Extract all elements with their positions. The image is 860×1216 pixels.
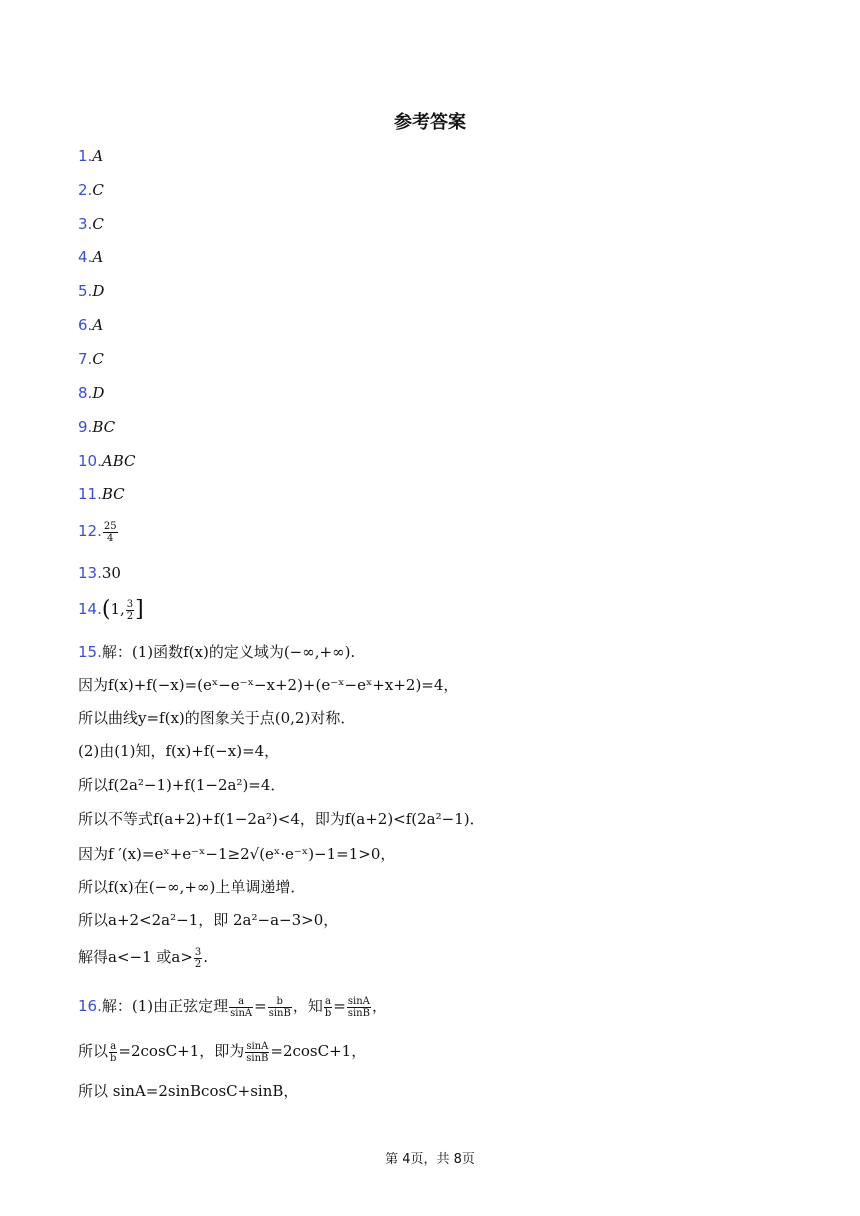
solution-16-line-3: 所以 sinA=2sinBcosC+sinB， (78, 1082, 299, 1100)
answer-12 (78, 520, 119, 544)
answer-11 (78, 483, 125, 505)
answer-8 (78, 382, 104, 404)
answer-14: 14.(1, $\frac{3}{2}$ ] (78, 597, 144, 622)
question-number: 14. (78, 600, 102, 618)
question-number: 2. (78, 181, 93, 199)
fraction: $\frac{3}{2}$ (194, 946, 202, 970)
solution-16-line-2: 所以 $\frac{a}{b}$ =2cosC+1，即为 $\frac{\sin A}{\sin B}$ =2cosC+1， (78, 1040, 367, 1064)
answer-text: C (92, 215, 104, 233)
fraction: $\frac{3}{2}$ (126, 598, 134, 622)
answer-text: A (92, 316, 104, 334)
question-number: 12. (78, 522, 102, 540)
answer-13 (78, 562, 121, 584)
fraction: $\frac{a}{\sin A}$ (230, 995, 253, 1019)
answer-text: C (92, 181, 104, 199)
fraction: $\frac{\sin A}{\sin B}$ (347, 995, 370, 1019)
answer-9 (78, 416, 115, 438)
solution-16-line-1: 16.解：(1)由正弦定理 $\frac{a}{\sin A}$ = $\frac{b}{\sin B}$ ，知 $\frac{a}{b}$ = $\frac{\sin A}{\sin B}$ ， (78, 995, 387, 1019)
fraction: $\frac{25}{4}$ (103, 520, 117, 544)
solution-15-line-7: 因为f ′(x)=eˣ+e⁻ˣ−1≥2√(eˣ·e⁻ˣ)−1=1>0， (78, 845, 396, 863)
question-number: 13. (78, 564, 102, 582)
question-number: 15. (78, 643, 102, 661)
answer-10 (78, 450, 135, 472)
answer-7 (78, 348, 104, 370)
solution-15-line-2: 因为f(x)+f(−x)=(eˣ−e⁻ˣ−x+2)+(e⁻ˣ−eˣ+x+2)=4， (78, 676, 459, 694)
solution-15-line-5: 所以f(2a²−1)+f(1−2a²)=4． (78, 776, 286, 794)
solution-15-line-6: 所以不等式f(a+2)+f(1−2a²)<4，即为f(a+2)<f(2a²−1)． (78, 810, 485, 828)
solution-15-line-1: 15.解：(1)函数f(x)的定义域为(−∞,+∞). (78, 643, 356, 661)
answer-text: BC (101, 485, 125, 503)
question-number: 3. (78, 215, 93, 233)
fraction: $\frac{b}{\sin B}$ (268, 995, 291, 1019)
answer-text: D (92, 282, 105, 300)
question-number: 9. (78, 418, 93, 436)
answer-text: A (92, 147, 104, 165)
answer-4 (78, 246, 103, 268)
answer-text: A (92, 248, 104, 266)
answer-1 (78, 145, 103, 167)
answer-text: 30 (101, 564, 121, 582)
fraction: $\frac{\sin A}{\sin B}$ (246, 1040, 269, 1064)
page-footer: 第 4页，共 8页 (385, 1152, 475, 1167)
question-number: 6. (78, 316, 93, 334)
answer-6 (78, 314, 103, 336)
fraction: $\frac{a}{b}$ (110, 1040, 117, 1064)
question-number: 8. (78, 384, 93, 402)
answer-text: C (92, 350, 104, 368)
page-title: 参考答案 (394, 112, 466, 133)
answer-2 (78, 179, 104, 201)
question-number: 7. (78, 350, 93, 368)
solution-15-line-8: 所以f(x)在(−∞,+∞)上单调递增． (78, 878, 306, 896)
answer-text: BC (92, 418, 116, 436)
answer-text: D (92, 384, 105, 402)
question-number: 1. (78, 147, 93, 165)
question-number: 4. (78, 248, 93, 266)
solution-15-line-4: (2)由(1)知，f(x)+f(−x)=4， (78, 742, 280, 760)
question-number: 11. (78, 485, 102, 503)
solution-15-line-10: 解得a<−1 或a> $\frac{3}{2}$ . (78, 946, 209, 970)
solution-15-line-3: 所以曲线y=f(x)的图象关于点(0,2)对称． (78, 709, 356, 727)
fraction: $\frac{a}{b}$ (324, 995, 332, 1019)
solution-15-line-9: 所以a+2<2a²−1，即 2a²−a−3>0， (78, 911, 339, 929)
answer-5 (78, 280, 104, 302)
question-number: 5. (78, 282, 93, 300)
answer-3 (78, 213, 104, 235)
answer-text: ABC (101, 452, 136, 470)
question-number: 16. (78, 997, 102, 1015)
question-number: 10. (78, 452, 102, 470)
